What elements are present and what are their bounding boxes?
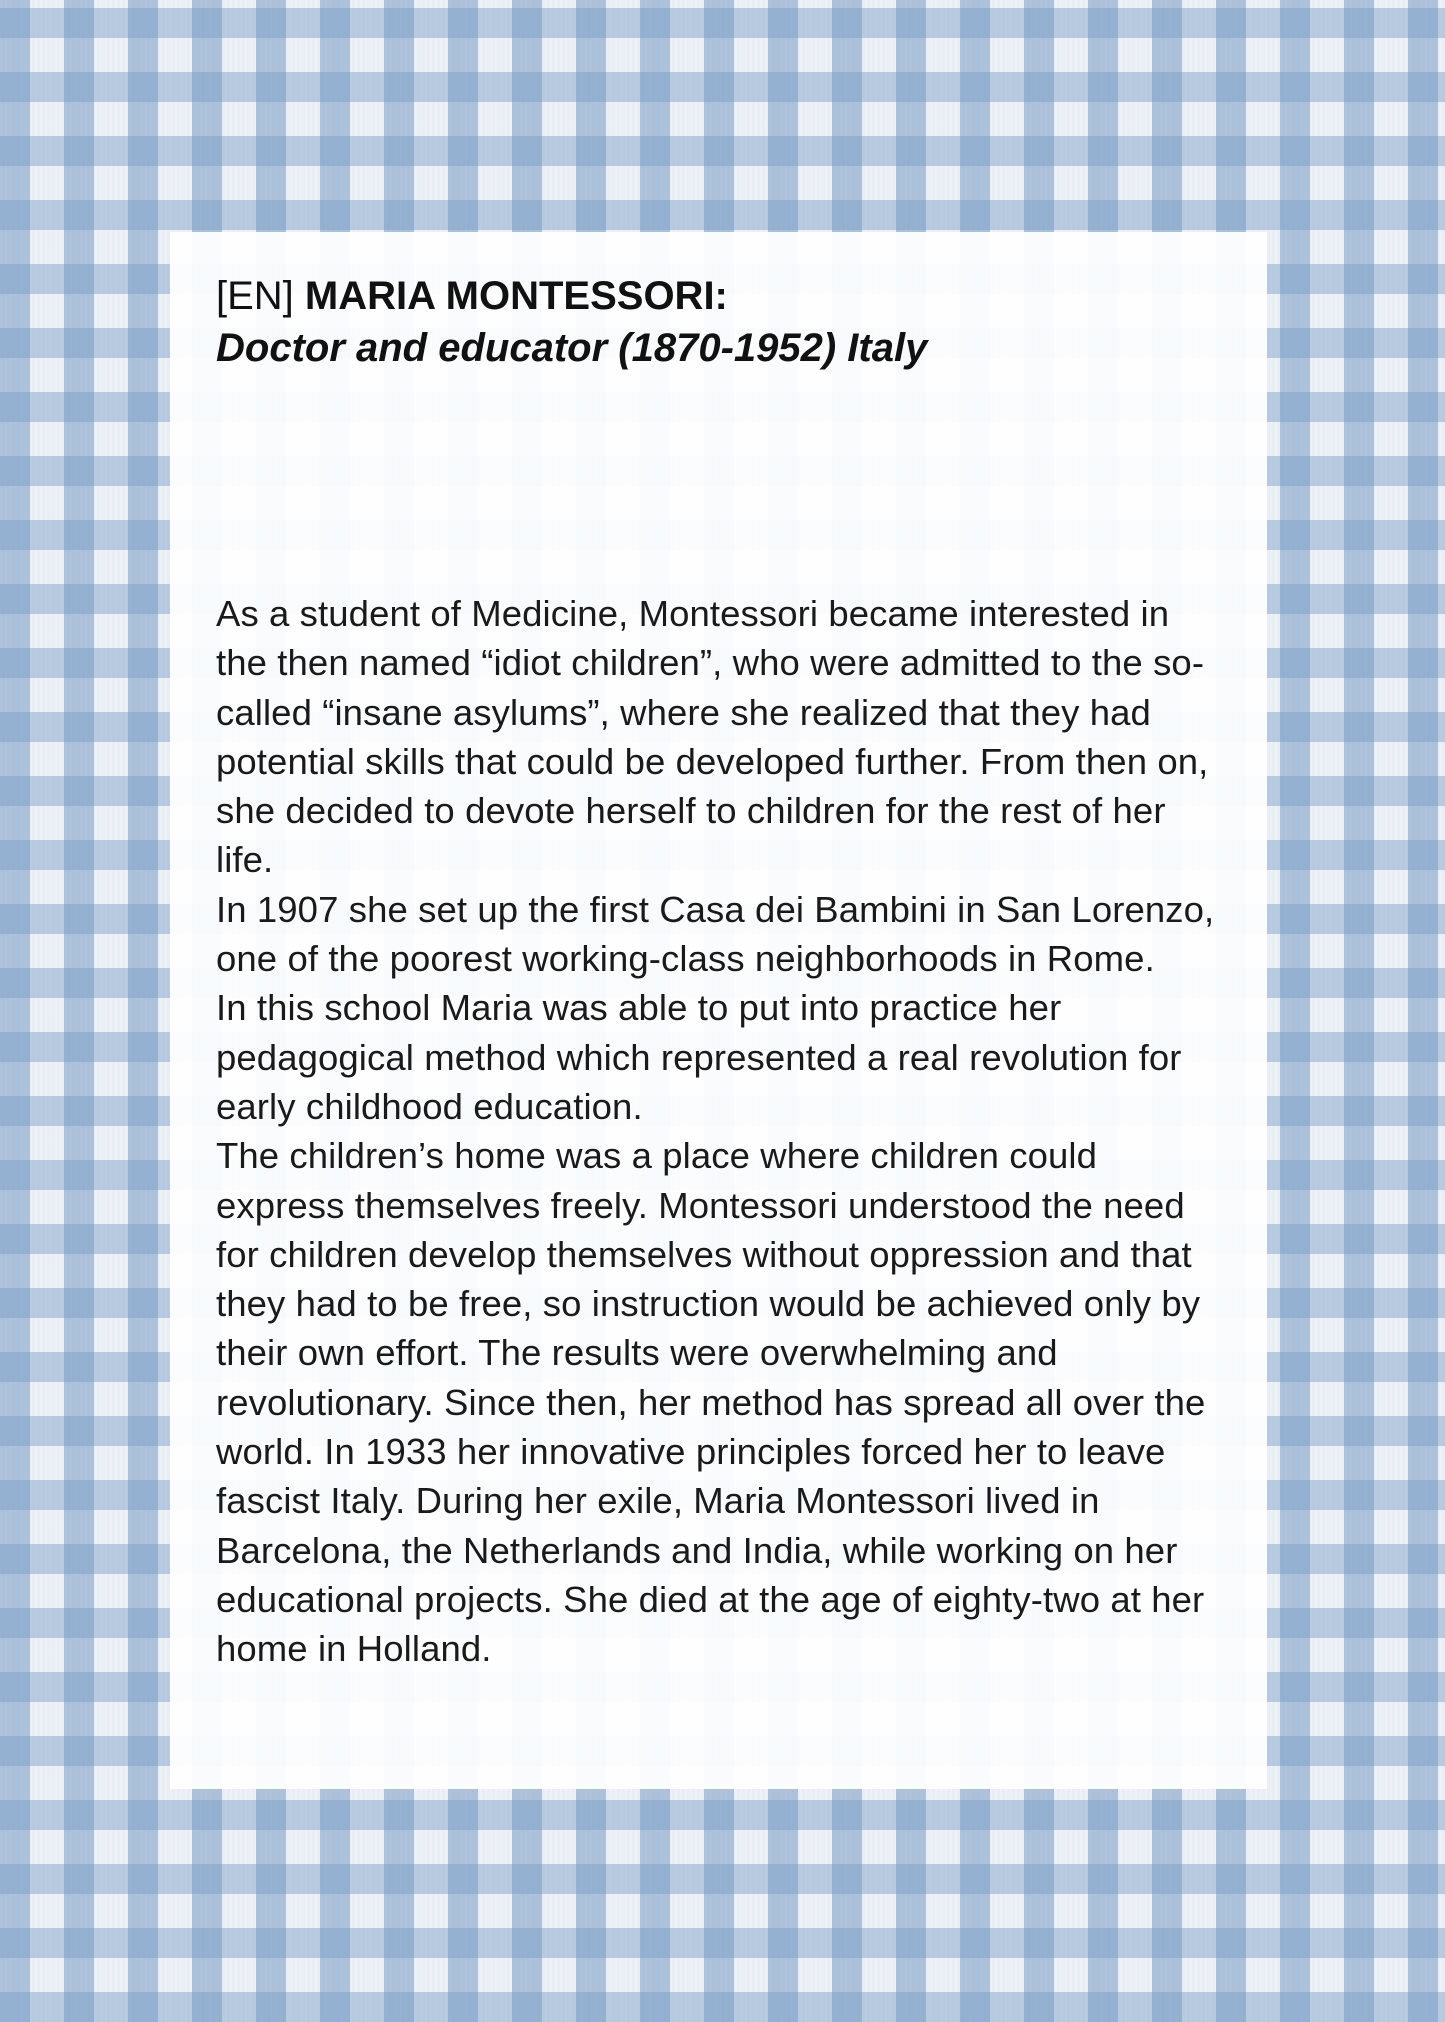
biography-text — [216, 589, 1221, 1674]
person-name: MARIA MONTESSORI: — [304, 274, 728, 318]
paragraph-2: In 1907 she set up the first Casa dei Bambini in San Lorenzo, one of the poorest working-class neighborhoods in Rome. — [216, 888, 1215, 980]
language-tag: [EN] — [216, 274, 294, 318]
paragraph-4: The children’s home was a place where children could express themselves freely. Montessori understood the need for children develop themselves without oppression and that they had to be free, so instruction would be achieved only by their own effort. The results were overwhelming and revolutionary. Since then, her method has spread all over the world. In 1933 her innovative principles forced her to leave fascist Italy. During her exile, Maria Montessori lived in Barcelona, the Netherlands and India, while working on her educational projects. She died at the age of eighty-two at her home in Holland. — [216, 1135, 1206, 1670]
paragraph-1: As a student of Medicine, Montessori became interested in the then named “idiot children”, who were admitted to the so-called “insane asylums”, where she realized that they had potential skills that could be developed further. From then on, she decided to devote herself to children for the rest of her life. — [216, 593, 1209, 881]
text-card — [170, 232, 1267, 1789]
paragraph-3: In this school Maria was able to put into practice her pedagogical method which represented a real revolution for early childhood education. — [216, 987, 1182, 1127]
person-subtitle: Doctor and educator (1870-1952) Italy — [216, 326, 928, 370]
document-heading — [216, 270, 1221, 374]
